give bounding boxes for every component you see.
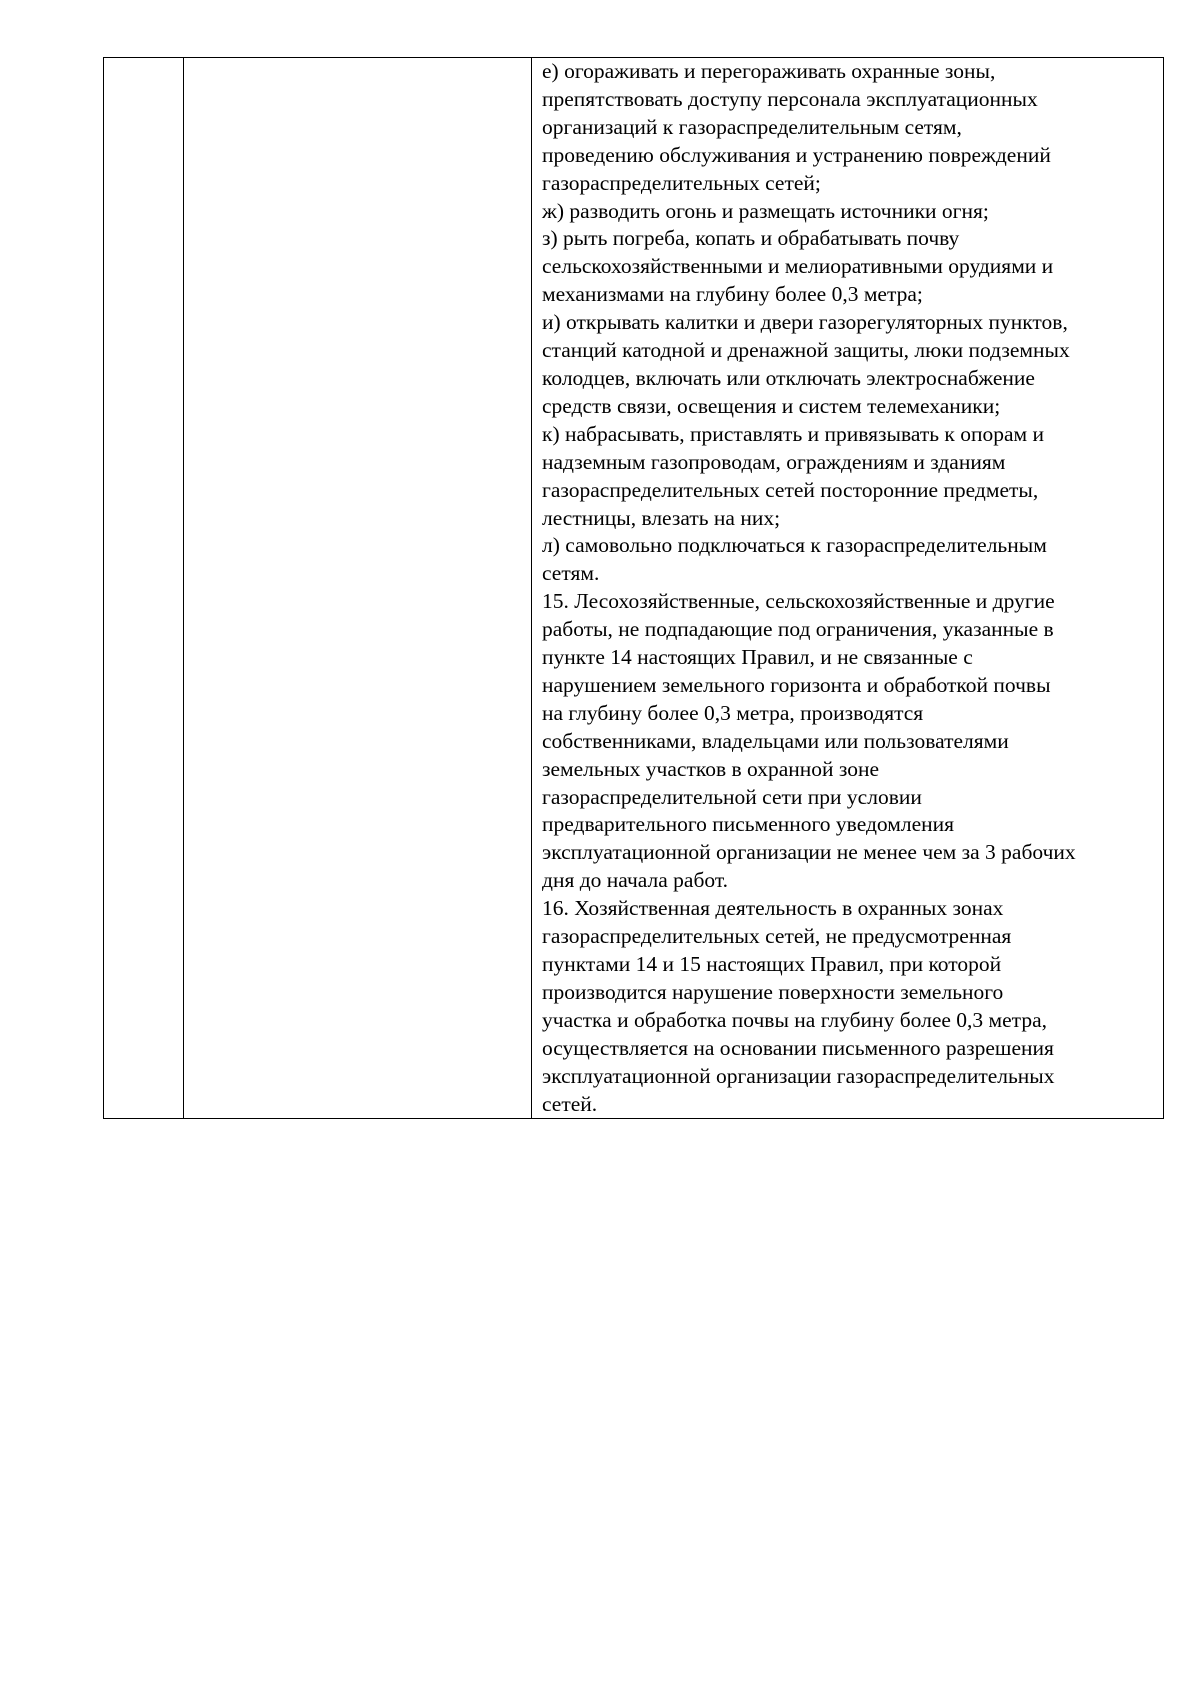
content-text-line: предварительного письменного уведомления	[542, 812, 955, 837]
content-text-line: и) открывать калитки и двери газорегуляторных пунктов,	[542, 310, 1068, 335]
content-text-line: механизмами на глубину более 0,3 метра;	[542, 282, 923, 307]
content-text-line: л) самовольно подключаться к газораспределительным	[542, 533, 1047, 558]
content-text-line: организаций к газораспределительным сетям,	[542, 114, 962, 139]
content-text-line: 15. Лесохозяйственные, сельскохозяйственные и другие	[542, 589, 1055, 614]
content-text-line: газораспределительных сетей, не предусмотренная	[542, 924, 1012, 949]
content-text-line: эксплуатационной организации газораспределительных	[542, 1063, 1055, 1088]
content-text-line: осуществляется на основании письменного разрешения	[542, 1035, 1054, 1060]
content-text-line: дня до начала работ.	[542, 868, 729, 893]
content-text-line: собственниками, владельцами или пользователями	[542, 728, 1009, 753]
content-text-line: надземным газопроводам, ограждениям и зданиям	[542, 449, 1006, 474]
content-text-line: сетям.	[542, 561, 600, 586]
content-text-line: газораспределительной сети при условии	[542, 784, 922, 809]
content-text-line: на глубину более 0,3 метра, производятся	[542, 700, 924, 725]
content-text-line: е) огораживать и перегораживать охранные зоны,	[542, 59, 996, 83]
content-text-line: станций катодной и дренажной защиты, люки подземных	[542, 338, 1070, 363]
table-cell-number	[104, 58, 184, 1119]
content-text-line: проведению обслуживания и устранению повреждений	[542, 142, 1051, 167]
content-text-line: сетей.	[542, 1091, 598, 1116]
content-text-line: препятствовать доступу персонала эксплуатационных	[542, 86, 1038, 111]
content-text-line: пунктами 14 и 15 настоящих Правил, при которой	[542, 952, 1002, 976]
content-text-line: 16. Хозяйственная деятельность в охранных зонах	[542, 896, 1004, 921]
table-cell-title	[184, 58, 532, 1119]
content-text-line: з) рыть погреба, копать и обрабатывать почву	[542, 226, 960, 251]
content-text-line: производится нарушение поверхности земельного	[542, 979, 1004, 1004]
table-cell-content	[532, 58, 1164, 1119]
content-text-line: к) набрасывать, приставлять и привязывать к опорам и	[542, 421, 1044, 446]
content-text-line: ж) разводить огонь и размещать источники огня;	[542, 198, 989, 223]
content-text-block	[532, 58, 1163, 1118]
content-text-line: эксплуатационной организации не менее чем за 3 рабочих	[542, 840, 1076, 865]
table-row	[104, 58, 1164, 1119]
content-text-line: сельскохозяйственными и мелиоративными орудиями и	[542, 254, 1054, 279]
document-table	[103, 57, 1164, 1119]
content-text-line: нарушением земельного горизонта и обработкой почвы	[542, 672, 1051, 697]
content-text-line: работы, не подпадающие под ограничения, указанные в	[542, 617, 1054, 642]
content-text-line: участка и обработка почвы на глубину более 0,3 метра,	[542, 1007, 1048, 1032]
content-text-line: газораспределительных сетей посторонние предметы,	[542, 477, 1039, 502]
content-text-line: земельных участков в охранной зоне	[542, 756, 880, 781]
content-text-line: пункте 14 настоящих Правил, и не связанные с	[542, 645, 973, 670]
content-text-line: колодцев, включать или отключать электроснабжение	[542, 365, 1035, 390]
content-text-line: лестницы, влезать на них;	[542, 505, 781, 530]
content-text-line: средств связи, освещения и систем телемеханики;	[542, 393, 1001, 418]
content-text-line: газораспределительных сетей;	[542, 170, 821, 195]
